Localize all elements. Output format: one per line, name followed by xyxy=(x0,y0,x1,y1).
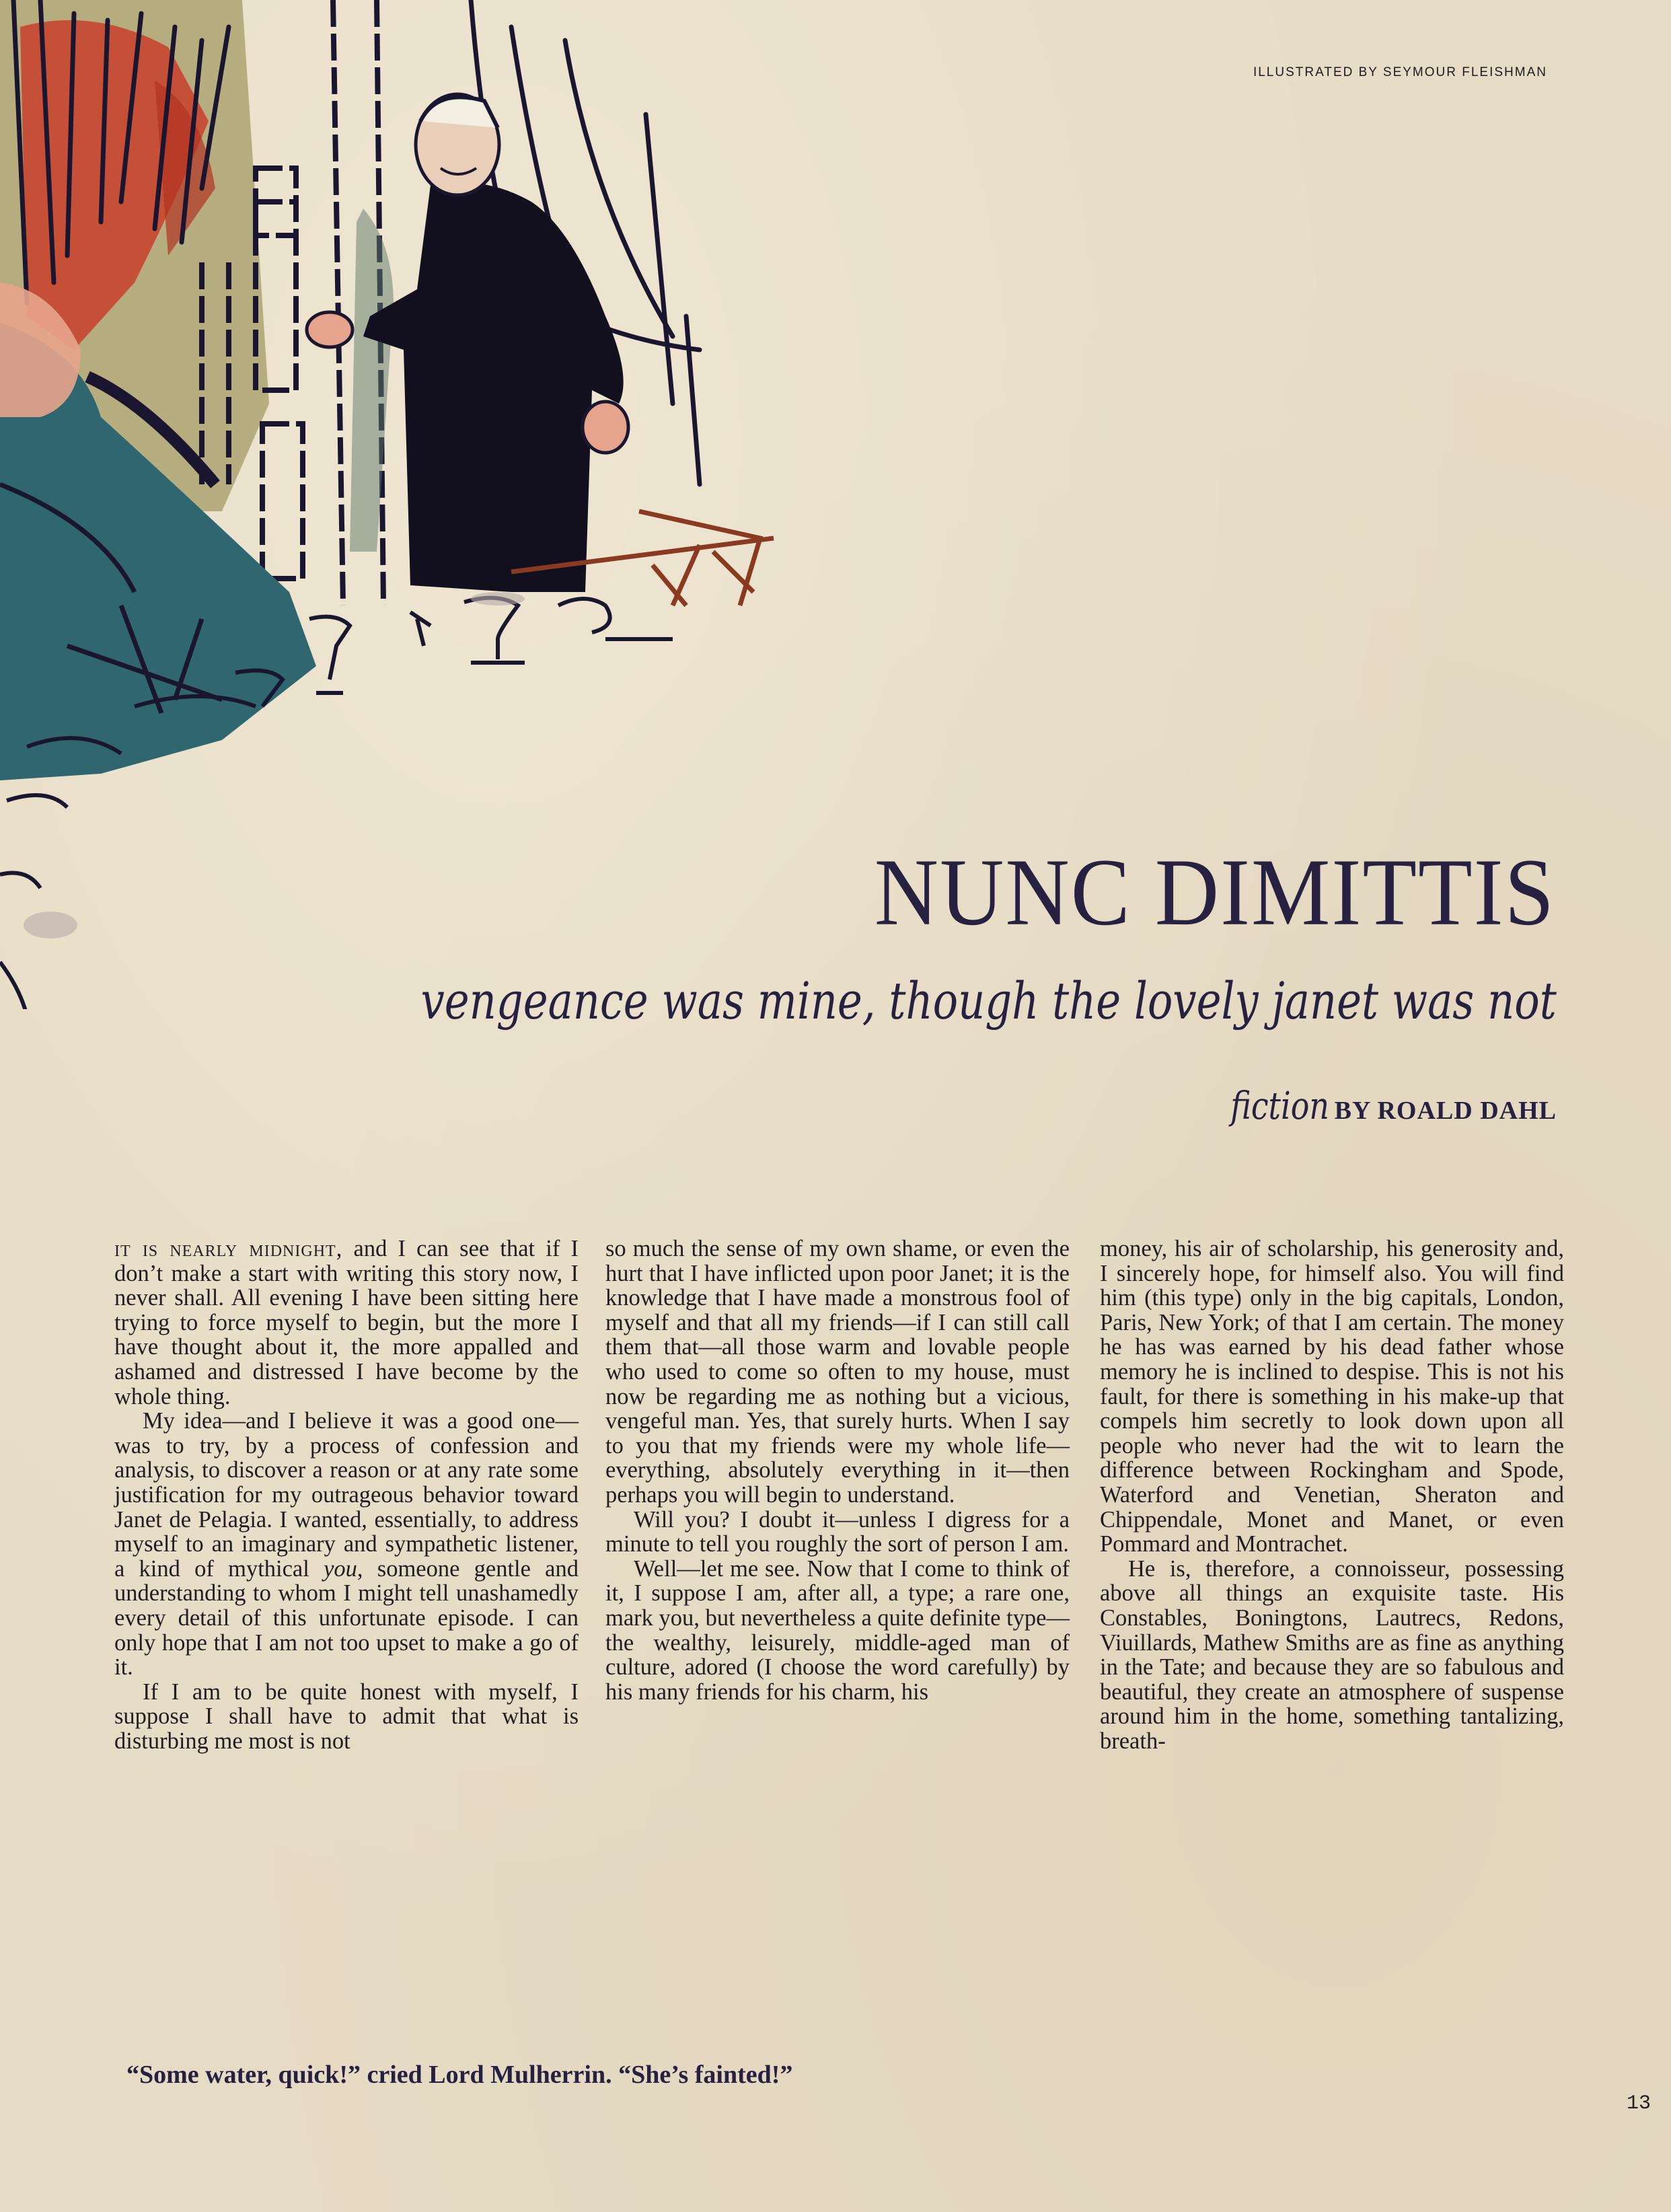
paragraph: so much the sense of my own shame, or even the hurt that I have inflicted upon poor Janet; it is the knowledge that I have made a monstrous fool of myself and that all my friends—if I can still call them that—all those warm and lovable people who used to come so often to my house, must now be regarding me as nothing but a vicious, vengeful man. Yes, that surely hurts. When I say to you that my friends were my whole life—everything, absolutely everything in it—then perhaps you will begin to understand. xyxy=(605,1236,1070,1508)
paragraph: it is nearly midnight, and I can see that if I don’t make a start with writing this story now, I never shall. All evening I have been sitting here trying to force myself to begin, but the more I have thought about it, the more appalled and ashamed and distressed I have become by the whole thing. xyxy=(114,1236,579,1409)
lead-in: it is nearly midnight, xyxy=(114,1236,343,1261)
author-name: BY ROALD DAHL xyxy=(1334,1097,1557,1125)
article-title: NUNC DIMITTIS xyxy=(874,838,1555,946)
genre-label: fiction xyxy=(1230,1084,1329,1128)
paragraph: He is, therefore, a connoisseur, possessing above all things an exquisite taste. His Constables, Boningtons, Lautrecs, Redons, Viuillards, Mathew Smiths are as fine as anything in the Tate; and because they are so fabulous and beautiful, they create an atmosphere of suspense around him in the home, something tantalizing, breath- xyxy=(1100,1555,1564,1754)
byline xyxy=(1209,1084,1557,1128)
paragraph: My idea—and I believe it was a good one—was to try, by a process of confession and analysis, to discover a reason or at any rate some justification for my outrageous behavior toward Janet de Pelagia. I wanted, essentially, to address myself to an imaginary and sympathetic listener, a kind of mythical you, someone gentle and understanding to whom I might tell unashamedly every detail of this unfortunate episode. I can only hope that I am not too upset to make a go of it. xyxy=(114,1408,579,1681)
illustrator-credit: ILLUSTRATED BY SEYMOUR FLEISHMAN xyxy=(1253,65,1547,79)
emphasis: you xyxy=(324,1555,357,1582)
article-subtitle: vengeance was mine, though the lovely janet was not xyxy=(420,971,1557,1031)
article-column-2 xyxy=(605,1237,1070,1704)
paragraph: Will you? I doubt it—unless I digress for a minute to tell you roughly the sort of person I am. xyxy=(605,1506,1070,1557)
paragraph: Well—let me see. Now that I come to think of it, I suppose I am, after all, a type; a rare one, mark you, but nevertheless a quite definite type—the wealthy, leisurely, middle-aged man of culture, adored (I choose the word carefully) by his many friends for his charm, his xyxy=(605,1555,1070,1705)
story-illustration xyxy=(0,0,807,1009)
paragraph: money, his air of scholarship, his generosity and, I sincerely hope, for himself also. You will find him (this type) only in the big capitals, London, Paris, New York; of that I am certain. The money he has was earned by his dead father whose memory he is inclined to despise. This is not his fault, for there is something in his make-up that compels him secretly to look down upon all people who never had the wit to learn the difference between Rockingham and Spode, Waterford and Venetian, Sheraton and Chippendale, Monet and Manet, or even Pommard and Montrachet. xyxy=(1100,1236,1564,1557)
page-number: 13 xyxy=(1627,2092,1651,2115)
paragraph: If I am to be quite honest with myself, I suppose I shall have to admit that what is disturbing me most is not xyxy=(114,1679,579,1754)
article-column-1 xyxy=(114,1237,579,1753)
article-column-3 xyxy=(1100,1237,1564,1753)
illustration-caption: “Some water, quick!” cried Lord Mulherrin. “She’s fainted!” xyxy=(126,2061,793,2089)
